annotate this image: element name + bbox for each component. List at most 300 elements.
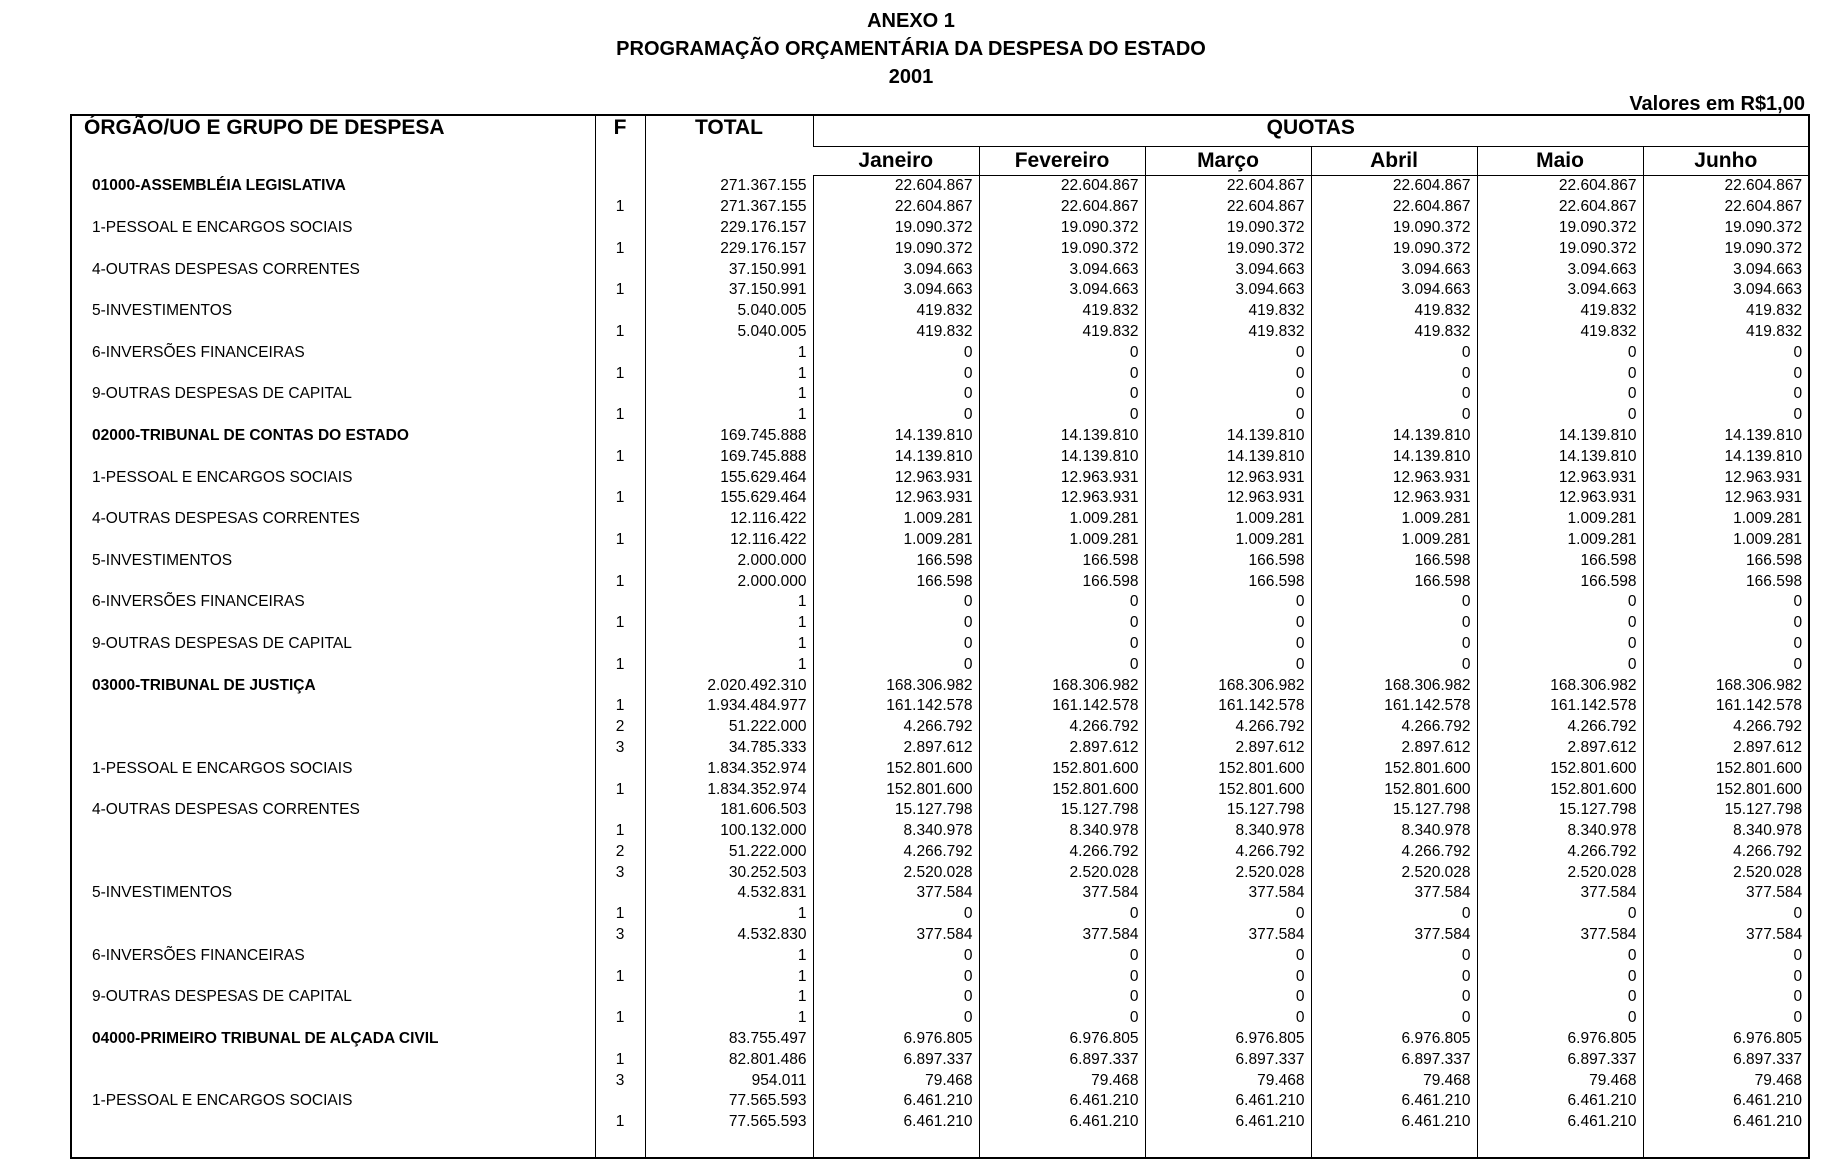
quota-cell: 168.306.982 [1477,675,1643,696]
quota-cell: 168.306.982 [813,675,979,696]
quota-cell: 22.604.867 [1477,176,1643,197]
quota-cell: 14.139.810 [813,446,979,467]
group-name-cell [71,405,595,426]
f-cell [595,218,645,239]
quota-cell: 6.461.210 [1477,1091,1643,1112]
header-f: F [595,115,645,176]
table-row [71,176,1809,197]
total-cell: 77.565.593 [645,1112,813,1133]
quota-cell: 6.461.210 [979,1112,1145,1133]
group-name-cell [71,571,595,592]
quota-cell: 0 [1643,654,1809,675]
quota-cell: 0 [1145,634,1311,655]
total-cell: 4.532.830 [645,925,813,946]
quota-cell: 22.604.867 [979,197,1145,218]
f-cell [595,426,645,447]
group-name-cell [71,1112,595,1133]
quota-cell: 0 [1477,342,1643,363]
quota-cell: 8.340.978 [979,821,1145,842]
table-row [71,717,1809,738]
quota-cell: 8.340.978 [1311,821,1477,842]
header-month: Junho [1643,147,1809,176]
total-cell: 37.150.991 [645,259,813,280]
group-name-cell [71,1049,595,1070]
table-row [71,571,1809,592]
quota-cell: 6.461.210 [1311,1112,1477,1133]
quota-cell: 0 [1477,1008,1643,1029]
quota-cell: 14.139.810 [1311,426,1477,447]
group-name-cell [71,904,595,925]
total-cell: 1.834.352.974 [645,758,813,779]
quota-cell: 0 [1311,613,1477,634]
quota-cell: 161.142.578 [979,696,1145,717]
quota-cell: 0 [1477,592,1643,613]
quota-cell: 0 [979,945,1145,966]
quota-cell: 0 [1145,654,1311,675]
quota-cell: 19.090.372 [1311,238,1477,259]
quota-cell: 6.897.337 [1311,1049,1477,1070]
quota-cell: 419.832 [813,301,979,322]
quota-cell: 0 [813,613,979,634]
f-cell [595,550,645,571]
quota-cell: 0 [1477,987,1643,1008]
quota-cell: 419.832 [1477,301,1643,322]
quota-cell: 0 [979,342,1145,363]
quota-cell: 22.604.867 [813,197,979,218]
quota-cell: 161.142.578 [1643,696,1809,717]
quota-cell: 19.090.372 [1477,218,1643,239]
f-cell: 1 [595,197,645,218]
group-name-cell [71,779,595,800]
quota-cell: 0 [1477,634,1643,655]
quota-cell: 0 [979,634,1145,655]
table-row [71,550,1809,571]
header-total: TOTAL [645,115,813,176]
quota-cell: 0 [813,405,979,426]
total-cell: 1 [645,613,813,634]
group-name-cell: 6-INVERSÕES FINANCEIRAS [92,593,305,611]
total-cell: 1 [645,945,813,966]
table-row [71,197,1809,218]
quota-cell: 0 [1643,634,1809,655]
quota-cell: 12.963.931 [979,488,1145,509]
f-cell: 1 [595,1049,645,1070]
quota-cell: 0 [1311,363,1477,384]
table-row [71,530,1809,551]
total-cell: 12.116.422 [645,530,813,551]
total-cell: 155.629.464 [645,488,813,509]
f-cell: 1 [595,966,645,987]
quota-cell: 0 [1311,384,1477,405]
f-cell: 1 [595,488,645,509]
table-row [71,779,1809,800]
f-cell [595,987,645,1008]
quota-cell: 0 [1311,634,1477,655]
total-cell: 1 [645,987,813,1008]
quota-cell: 1.009.281 [813,530,979,551]
f-cell: 1 [595,238,645,259]
total-cell: 1 [645,384,813,405]
f-cell [595,467,645,488]
quota-cell: 3.094.663 [1643,280,1809,301]
quota-cell: 0 [1643,987,1809,1008]
total-cell: 229.176.157 [645,218,813,239]
table-row [71,758,1809,779]
quota-cell: 22.604.867 [813,176,979,197]
quota-cell: 1.009.281 [1311,509,1477,530]
quota-cell: 161.142.578 [1477,696,1643,717]
quota-cell: 166.598 [1145,571,1311,592]
table-row [71,675,1809,696]
table-row [71,218,1809,239]
table-row [71,1008,1809,1029]
f-cell [595,592,645,613]
total-cell: 12.116.422 [645,509,813,530]
total-cell: 4.532.831 [645,883,813,904]
f-cell: 1 [595,446,645,467]
quota-cell: 2.897.612 [979,738,1145,759]
document-title: ANEXO 1 [867,10,955,32]
quota-cell: 2.520.028 [979,862,1145,883]
quota-cell: 377.584 [1643,883,1809,904]
quota-cell: 4.266.792 [979,842,1145,863]
quota-cell: 6.976.805 [1643,1029,1809,1050]
total-cell: 155.629.464 [645,467,813,488]
quota-cell: 0 [979,613,1145,634]
table-row [71,301,1809,322]
empty-cell [979,1133,1145,1158]
quota-cell: 19.090.372 [979,218,1145,239]
quota-cell: 419.832 [1311,301,1477,322]
quota-cell: 0 [1311,945,1477,966]
quota-cell: 377.584 [1477,925,1643,946]
empty-cell [1311,1133,1477,1158]
quota-cell: 0 [979,384,1145,405]
f-cell: 1 [595,530,645,551]
quota-cell: 4.266.792 [1643,717,1809,738]
quota-cell: 0 [813,592,979,613]
quota-cell: 0 [979,592,1145,613]
quota-cell: 6.461.210 [813,1091,979,1112]
quota-cell: 0 [1643,405,1809,426]
quota-cell: 0 [813,634,979,655]
quota-cell: 15.127.798 [1145,800,1311,821]
f-cell: 1 [595,1112,645,1133]
group-name-cell: 4-OUTRAS DESPESAS CORRENTES [92,260,360,278]
quota-cell: 19.090.372 [1145,218,1311,239]
total-cell: 954.011 [645,1070,813,1091]
f-cell [595,634,645,655]
quota-cell: 166.598 [813,550,979,571]
document-subtitle: PROGRAMAÇÃO ORÇAMENTÁRIA DA DESPESA DO ESTADO [616,38,1206,60]
f-cell [595,800,645,821]
quota-cell: 22.604.867 [1145,176,1311,197]
quota-cell: 3.094.663 [1311,259,1477,280]
quota-cell: 19.090.372 [813,218,979,239]
quota-cell: 377.584 [1311,883,1477,904]
empty-cell [813,1133,979,1158]
header-quotas: QUOTAS [813,115,1809,147]
quota-cell: 377.584 [1311,925,1477,946]
quota-cell: 0 [1477,405,1643,426]
quota-cell: 6.461.210 [1477,1112,1643,1133]
table-row [71,238,1809,259]
empty-cell [1145,1133,1311,1158]
f-cell: 3 [595,925,645,946]
quota-cell: 8.340.978 [1477,821,1643,842]
table-row [71,821,1809,842]
quota-cell: 0 [979,966,1145,987]
quota-cell: 3.094.663 [1477,259,1643,280]
group-name-cell: 9-OUTRAS DESPESAS DE CAPITAL [92,988,352,1006]
f-cell: 1 [595,613,645,634]
table-row [71,405,1809,426]
quota-cell: 419.832 [979,322,1145,343]
total-cell: 2.000.000 [645,550,813,571]
quota-cell: 0 [1477,654,1643,675]
total-cell: 37.150.991 [645,280,813,301]
table-row [71,800,1809,821]
quota-cell: 22.604.867 [979,176,1145,197]
f-cell: 3 [595,1070,645,1091]
quota-cell: 14.139.810 [1643,426,1809,447]
quota-cell: 377.584 [979,883,1145,904]
quota-cell: 152.801.600 [979,779,1145,800]
total-cell: 77.565.593 [645,1091,813,1112]
group-name-cell: 1-PESSOAL E ENCARGOS SOCIAIS [92,218,353,236]
quota-cell: 2.520.028 [813,862,979,883]
total-cell: 1 [645,342,813,363]
table-row [71,945,1809,966]
document-year: 2001 [888,66,934,88]
group-name-cell [71,925,595,946]
quota-cell: 377.584 [979,925,1145,946]
total-cell: 271.367.155 [645,197,813,218]
total-cell: 169.745.888 [645,426,813,447]
total-cell: 1 [645,904,813,925]
quota-cell: 8.340.978 [1145,821,1311,842]
total-cell: 1 [645,1008,813,1029]
quota-cell: 168.306.982 [1145,675,1311,696]
quota-cell: 0 [1643,904,1809,925]
table-row [71,592,1809,613]
empty-cell [645,1133,813,1158]
quota-cell: 6.897.337 [1477,1049,1643,1070]
empty-cell [1477,1133,1643,1158]
quota-cell: 79.468 [1643,1070,1809,1091]
quota-cell: 1.009.281 [979,509,1145,530]
quota-cell: 0 [1145,592,1311,613]
table-row [71,966,1809,987]
quota-cell: 2.520.028 [1643,862,1809,883]
quota-cell: 166.598 [1145,550,1311,571]
quota-cell: 166.598 [813,571,979,592]
table-row [71,259,1809,280]
quota-cell: 15.127.798 [1643,800,1809,821]
quota-cell: 0 [1477,384,1643,405]
total-cell: 100.132.000 [645,821,813,842]
group-name-cell [71,488,595,509]
table-row [71,634,1809,655]
quota-cell: 0 [979,1008,1145,1029]
quota-cell: 1.009.281 [1643,530,1809,551]
quota-cell: 3.094.663 [979,280,1145,301]
quota-cell: 8.340.978 [813,821,979,842]
table-row [71,1091,1809,1112]
group-name-cell [71,738,595,759]
quota-cell: 0 [1145,987,1311,1008]
quota-cell: 419.832 [1643,301,1809,322]
quota-cell: 2.897.612 [1145,738,1311,759]
quota-cell: 12.963.931 [1643,488,1809,509]
total-cell: 51.222.000 [645,717,813,738]
table-row [71,1029,1809,1050]
quota-cell: 0 [979,904,1145,925]
total-cell: 82.801.486 [645,1049,813,1070]
quota-cell: 0 [813,945,979,966]
quota-cell: 0 [1145,613,1311,634]
group-name-cell [71,197,595,218]
org-name-cell: 04000-PRIMEIRO TRIBUNAL DE ALÇADA CIVIL [92,1030,439,1048]
total-cell: 83.755.497 [645,1029,813,1050]
quota-cell: 377.584 [1145,883,1311,904]
quota-cell: 6.897.337 [1145,1049,1311,1070]
table-row [71,862,1809,883]
quota-cell: 0 [1477,363,1643,384]
quota-cell: 14.139.810 [1145,426,1311,447]
quota-cell: 12.963.931 [1643,467,1809,488]
quota-cell: 419.832 [1145,322,1311,343]
quota-cell: 19.090.372 [1643,218,1809,239]
quota-cell: 1.009.281 [1477,530,1643,551]
quota-cell: 2.520.028 [1311,862,1477,883]
f-cell: 1 [595,654,645,675]
quota-cell: 0 [1477,904,1643,925]
table-row [71,342,1809,363]
group-name-cell: 4-OUTRAS DESPESAS CORRENTES [92,801,360,819]
quota-cell: 0 [1311,405,1477,426]
group-name-cell: 1-PESSOAL E ENCARGOS SOCIAIS [92,1092,353,1110]
quota-cell: 0 [1643,945,1809,966]
group-name-cell [71,613,595,634]
quota-cell: 6.897.337 [1643,1049,1809,1070]
f-cell: 1 [595,571,645,592]
quota-cell: 152.801.600 [1477,758,1643,779]
quota-cell: 6.461.210 [979,1091,1145,1112]
quota-cell: 168.306.982 [979,675,1145,696]
quota-cell: 12.963.931 [1145,467,1311,488]
total-cell: 181.606.503 [645,800,813,821]
total-cell: 271.367.155 [645,176,813,197]
table-row [71,1112,1809,1133]
group-name-cell [71,842,595,863]
quota-cell: 12.963.931 [1477,488,1643,509]
quota-cell: 152.801.600 [1145,779,1311,800]
f-cell [595,1029,645,1050]
total-cell: 5.040.005 [645,301,813,322]
quota-cell: 2.520.028 [1145,862,1311,883]
quota-cell: 14.139.810 [1145,446,1311,467]
f-cell: 1 [595,696,645,717]
quota-cell: 4.266.792 [1311,842,1477,863]
quota-cell: 14.139.810 [979,446,1145,467]
f-cell: 1 [595,322,645,343]
quota-cell: 0 [1311,342,1477,363]
group-name-cell [71,717,595,738]
group-name-cell: 1-PESSOAL E ENCARGOS SOCIAIS [92,468,353,486]
quota-cell: 0 [1311,987,1477,1008]
group-name-cell: 6-INVERSÕES FINANCEIRAS [92,343,305,361]
quota-cell: 0 [1643,363,1809,384]
quota-cell: 161.142.578 [1145,696,1311,717]
quota-cell: 19.090.372 [813,238,979,259]
units-note: Valores em R$1,00 [1629,93,1805,115]
quota-cell: 19.090.372 [1145,238,1311,259]
quota-cell: 4.266.792 [1145,842,1311,863]
header-month: Fevereiro [979,147,1145,176]
quota-cell: 14.139.810 [1311,446,1477,467]
f-cell: 1 [595,821,645,842]
quota-cell: 0 [1145,363,1311,384]
quota-cell: 377.584 [813,883,979,904]
quota-cell: 12.963.931 [1311,488,1477,509]
quota-cell: 15.127.798 [1311,800,1477,821]
quota-cell: 0 [1145,342,1311,363]
total-cell: 5.040.005 [645,322,813,343]
quota-cell: 22.604.867 [1311,176,1477,197]
budget-table [70,114,1810,1159]
f-cell [595,342,645,363]
quota-cell: 8.340.978 [1643,821,1809,842]
quota-cell: 0 [1311,592,1477,613]
quota-cell: 1.009.281 [979,530,1145,551]
table-row [71,1070,1809,1091]
quota-cell: 152.801.600 [1643,779,1809,800]
quota-cell: 166.598 [979,571,1145,592]
quota-cell: 4.266.792 [1311,717,1477,738]
quota-cell: 166.598 [1477,550,1643,571]
quota-cell: 0 [979,654,1145,675]
quota-cell: 0 [1145,384,1311,405]
quota-cell: 419.832 [979,301,1145,322]
quota-cell: 419.832 [1311,322,1477,343]
quota-cell: 2.897.612 [813,738,979,759]
quota-cell: 6.976.805 [1145,1029,1311,1050]
quota-cell: 0 [813,966,979,987]
quota-cell: 3.094.663 [1145,280,1311,301]
table-row [71,738,1809,759]
org-name-cell: 02000-TRIBUNAL DE CONTAS DO ESTADO [92,426,409,444]
quota-cell: 4.266.792 [1477,842,1643,863]
quota-cell: 15.127.798 [1477,800,1643,821]
quota-cell: 377.584 [813,925,979,946]
quota-cell: 419.832 [813,322,979,343]
total-cell: 30.252.503 [645,862,813,883]
quota-cell: 2.897.612 [1477,738,1643,759]
table-row [71,446,1809,467]
f-cell: 1 [595,1008,645,1029]
quota-cell: 152.801.600 [979,758,1145,779]
quota-cell: 0 [1145,1008,1311,1029]
quota-cell: 6.976.805 [1477,1029,1643,1050]
header-month: Abril [1311,147,1477,176]
org-name-cell: 01000-ASSEMBLÉIA LEGISLATIVA [92,177,346,195]
quota-cell: 12.963.931 [813,467,979,488]
table-row [71,280,1809,301]
group-name-cell [71,696,595,717]
table-row [71,363,1809,384]
quota-cell: 19.090.372 [1643,238,1809,259]
